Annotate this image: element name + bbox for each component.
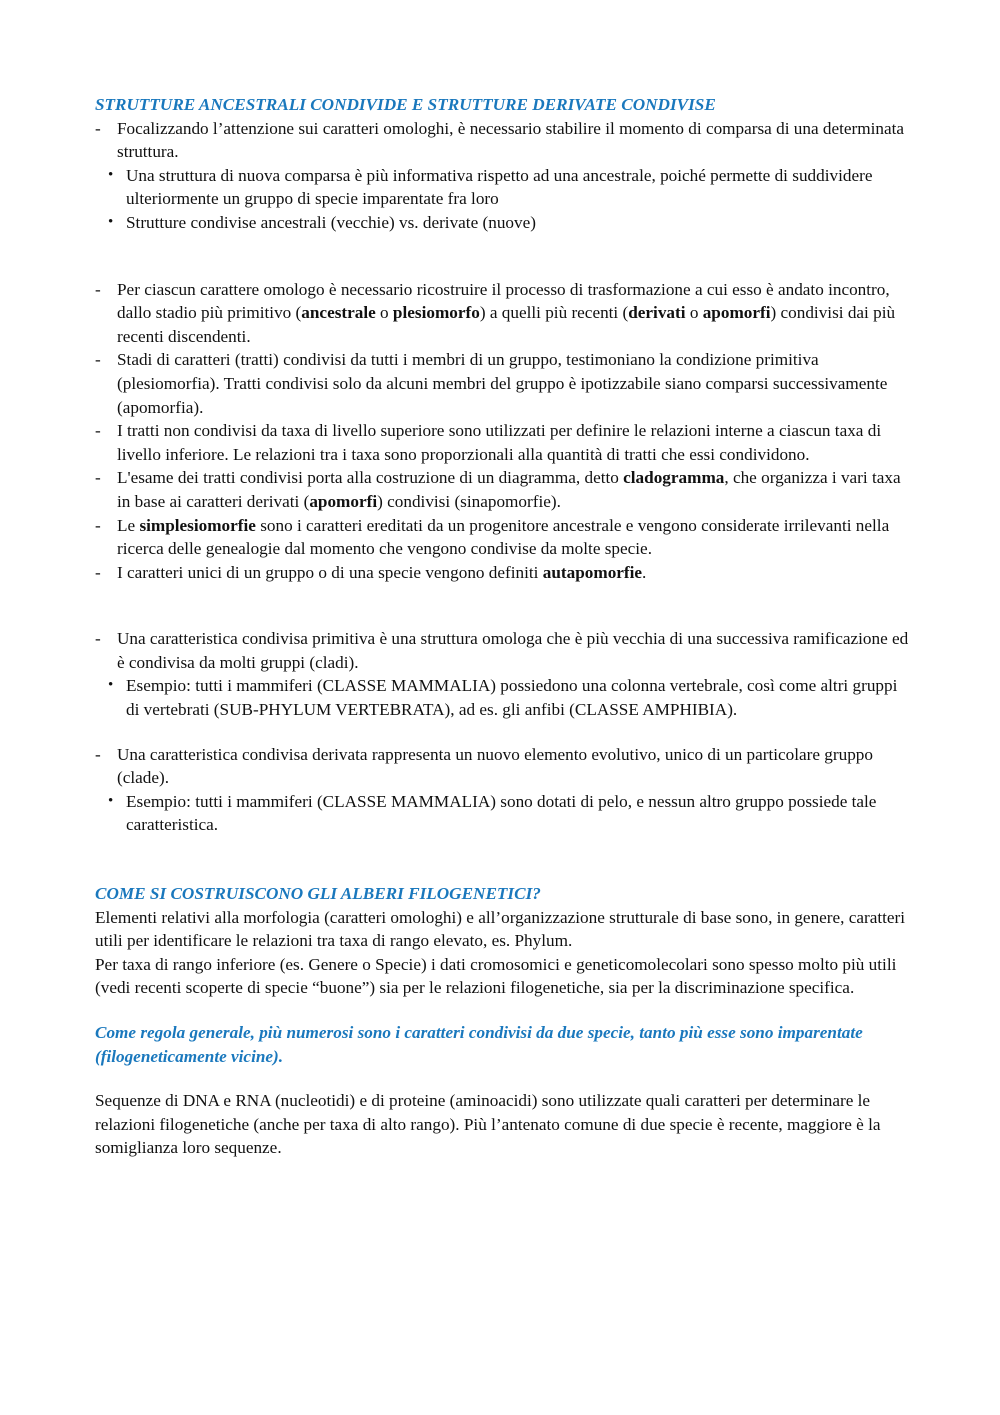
general-rule-callout: Come regola generale, più numerosi sono i caratteri condivisi da due specie, tanto più esse sono imparentate (filogeneticamente vicine).: [95, 1023, 863, 1066]
bold-term: cladogramma: [623, 468, 725, 488]
text-span: .: [642, 562, 647, 582]
text-span: ) condivisi (sinapomorfie).: [377, 491, 561, 511]
list-item: [95, 466, 910, 513]
text-span: , che organizza i vari taxa in base ai caratteri derivati (: [117, 468, 901, 511]
bullet-item: • Strutture condivise ancestrali (vecchie) vs. derivate (nuove): [95, 211, 910, 235]
text-span: Le: [117, 515, 140, 535]
section-heading-structures: STRUTTURE ANCESTRALI CONDIVIDE E STRUTTURE DERIVATE CONDIVISE: [95, 95, 716, 114]
bold-term: apomorfi: [702, 303, 771, 323]
list-item: - Una caratteristica condivisa derivata rappresenta un nuovo elemento evolutivo, unico di un particolare gruppo (clade).: [95, 743, 910, 790]
text-span: Per ciascun carattere omologo è necessario ricostruire il processo di trasformazione a cui esso è andato incontro, dallo stadio più primitivo (: [117, 279, 890, 323]
list-item: [95, 278, 910, 349]
list-item: - Stadi di caratteri (tratti) condivisi da tutti i membri di un gruppo, testimoniano la condizione primitiva (plesiomorfia). Tratti condivisi solo da alcuni membri del gruppo è ipotizzabile siano comparsi successivamente (apomorfia).: [95, 348, 910, 419]
paragraph: Elementi relativi alla morfologia (caratteri omologhi) e all’organizzazione strutturale di base sono, in genere, caratteri utili per identificare le relazioni tra taxa di rango elevato, es. Phylum.: [95, 907, 906, 951]
document-page: [95, 93, 910, 1160]
list-item: - Focalizzando l’attenzione sui caratteri omologhi, è necessario stabilire il momento di comparsa di una determinata struttura.: [95, 117, 910, 164]
text-span: sono i caratteri ereditati da un progenitore ancestrale e vengono considerate irrilevanti nella ricerca delle genealogie dal momento che vengono condivise da molte specie.: [117, 515, 890, 559]
text-span: ) condivisi dai più recenti discendenti.: [117, 303, 896, 346]
bold-term: autapomorfie: [542, 562, 643, 582]
bold-term: plesiomorfo: [392, 303, 480, 323]
text-span: I caratteri unici di un gruppo o di una specie vengono definiti: [117, 562, 543, 582]
list-item: - I tratti non condivisi da taxa di livello superiore sono utilizzati per definire le relazioni interne a ciascun taxa di livello inferiore. Le relazioni tra i taxa sono proporzionali alla quantità di tratti che essi condividono.: [95, 419, 910, 466]
bold-term: simplesiomorfie: [139, 515, 256, 535]
paragraph: Per taxa di rango inferiore (es. Genere o Specie) i dati cromosomici e geneticomolecolari sono spesso molto più utili (vedi recenti scoperte di specie “buone”) sia per le relazioni filogenetiche, sia per la discriminazione specifica.: [95, 954, 897, 998]
text-span: ) a quelli più recenti (: [479, 303, 629, 323]
bold-term: apomorfi: [309, 491, 378, 511]
section-heading-trees: COME SI COSTRUISCONO GLI ALBERI FILOGENETICI?: [95, 884, 541, 904]
bullet-item: • Una struttura di nuova comparsa è più informativa rispetto ad una ancestrale, poiché permette di suddividere ulteriormente un gruppo di specie imparentate fra loro: [95, 164, 910, 211]
bold-term: derivati: [628, 303, 686, 323]
text-span: L'esame dei tratti condivisi porta alla costruzione di un diagramma, detto: [117, 468, 624, 488]
list-item: [95, 514, 910, 561]
list-item: - Una caratteristica condivisa primitiva è una struttura omologa che è più vecchia di una successiva ramificazione ed è condivisa da molti gruppi (cladi).: [95, 627, 910, 674]
text-span: o: [375, 303, 393, 323]
bullet-item: • Esempio: tutti i mammiferi (CLASSE MAMMALIA) possiedono una colonna vertebrale, così come altri gruppi di vertebrati (SUB-PHYLUM VERTEBRATA), ad es. gli anfibi (CLASSE AMPHIBIA).: [95, 674, 910, 721]
bullet-item: • Esempio: tutti i mammiferi (CLASSE MAMMALIA) sono dotati di pelo, e nessun altro gruppo possiede tale caratteristica.: [95, 790, 910, 837]
bold-term: ancestrale: [301, 303, 376, 323]
text-span: o: [685, 303, 703, 323]
paragraph: Sequenze di DNA e RNA (nucleotidi) e di proteine (aminoacidi) sono utilizzate quali caratteri per determinare le relazioni filogenetiche (anche per taxa di alto rango). Più l’antenato comune di due specie è recente, maggiore è la somiglianza loro sequenze.: [95, 1091, 881, 1158]
list-item: [95, 561, 910, 585]
